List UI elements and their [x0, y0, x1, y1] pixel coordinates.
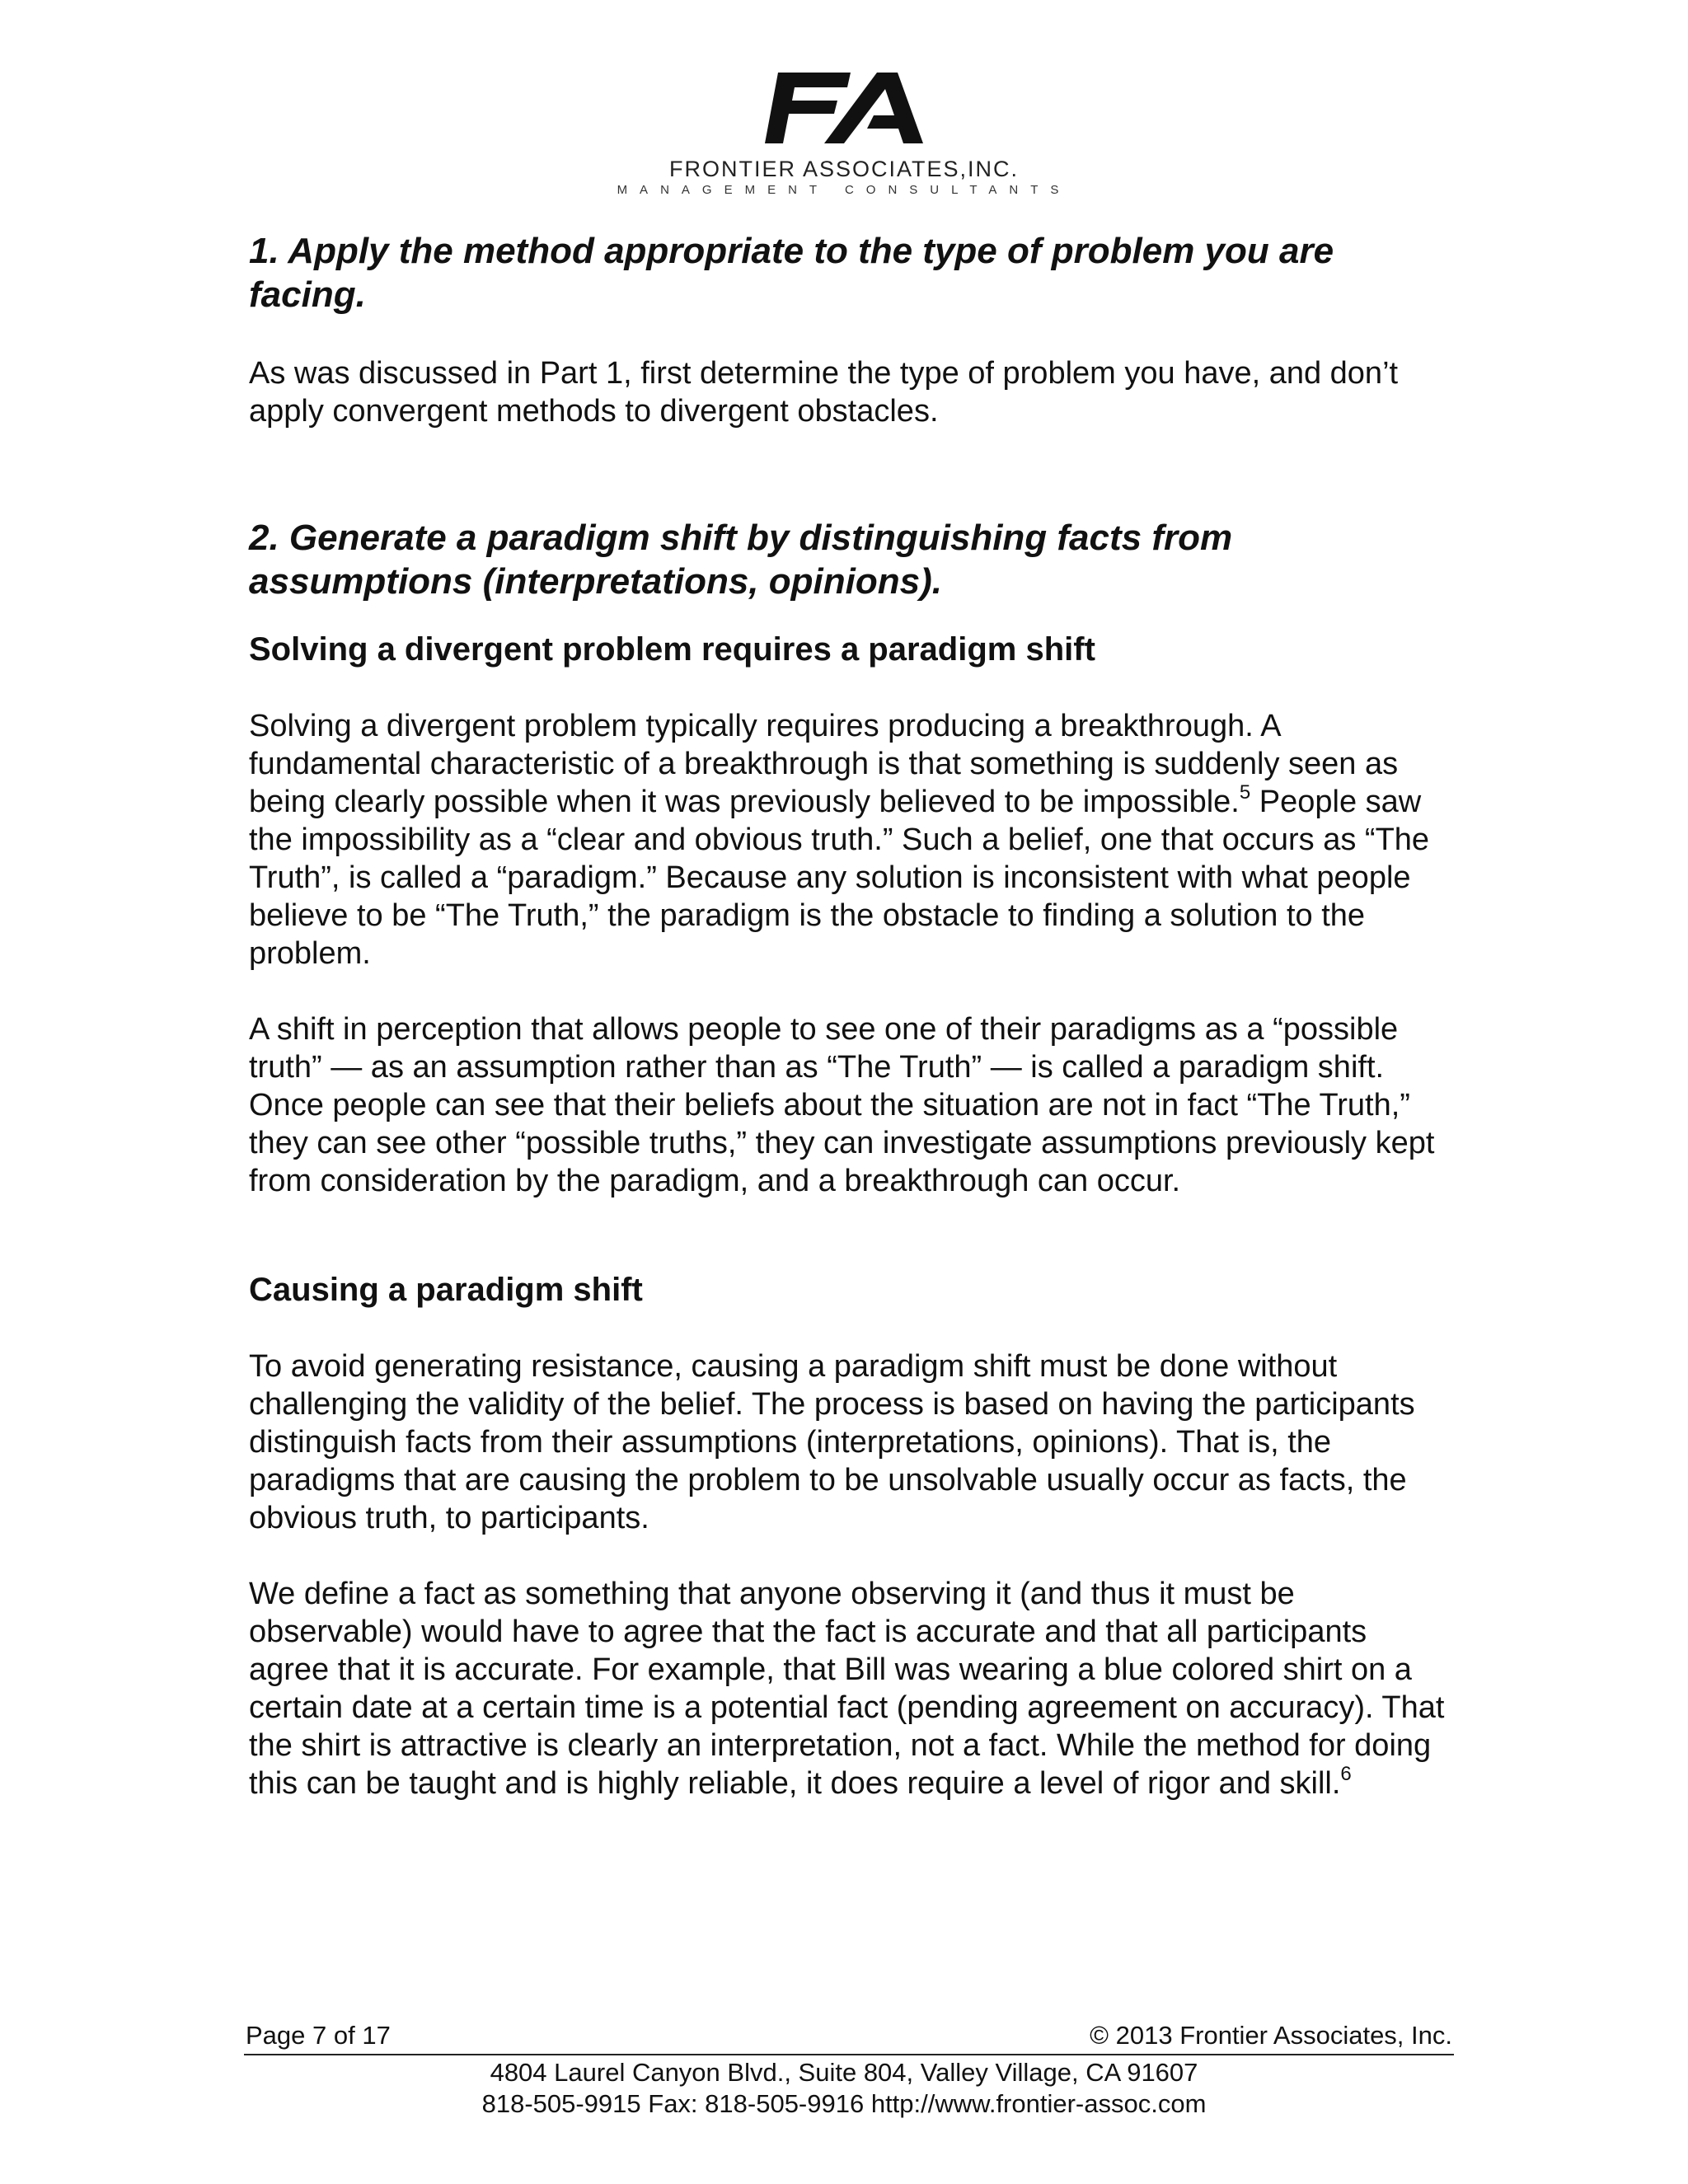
- paragraph-breakthrough-a: Solving a divergent problem typically requires producing a breakthrough. A fundamental characteristic of a breakthrough is that something is suddenly seen as being clearly possible when it was previously believed to be impossible.: [249, 709, 1399, 819]
- footer-row: [246, 2021, 1452, 2050]
- footer-address: 4804 Laurel Canyon Blvd., Suite 804, Valley Village, CA 91607: [490, 2058, 1198, 2087]
- paragraph-breakthrough-b: People saw the impossibility as a “clear and obvious truth.” Such a belief, one that occurs as “The Truth”, is called a “paradigm.” Because any solution is inconsistent with what people believe to be “The Truth,” the paradigm is the obstacle to finding a solution to the problem.: [249, 785, 1430, 971]
- paragraph-define-fact-text: We define a fact as something that anyone observing it (and thus it must be observable) would have to agree that the fact is accurate and that all participants agree that it is accurate. For example, that Bill was wearing a blue colored shirt on a certain date at a certain time is a potential fact (pending agreement on accuracy). That the shirt is attractive is clearly an interpretation, not a fact. While the method for doing this can be taught and is highly reliable, it does require a level of rigor and skill.: [249, 1577, 1445, 1801]
- heading-apply-method: 1. Apply the method appropriate to the type of problem you are facing.: [249, 231, 1334, 315]
- subheading-causing-shift: Causing a paradigm shift: [249, 1272, 643, 1308]
- paragraph-avoid-resistance: To avoid generating resistance, causing a paradigm shift must be done without challenging the validity of the belief. The process is based on having the participants distinguish facts from their assumptions (interpretations, opinions). That is, the paradigms that are causing the problem to be unsolvable usually occur as facts, the obvious truth, to participants.: [249, 1349, 1415, 1535]
- subheading-divergent-problem: Solving a divergent problem requires a paradigm shift: [249, 631, 1095, 668]
- copyright: © 2013 Frontier Associates, Inc.: [1090, 2021, 1452, 2050]
- footnote-6: 6: [1340, 1763, 1352, 1785]
- footer-contact: 818-505-9915 Fax: 818-505-9916 http://www.frontier-assoc.com: [481, 2089, 1207, 2118]
- footer-divider: [244, 2054, 1454, 2055]
- page-number: Page 7 of 17: [246, 2021, 391, 2050]
- footer-address-block: [0, 2057, 1688, 2120]
- paragraph-define-fact: [249, 1575, 1452, 1802]
- paragraph-breakthrough: [249, 707, 1452, 972]
- paragraph-part1: As was discussed in Part 1, first determine the type of problem you have, and don’t apply convergent methods to divergent obstacles.: [249, 356, 1399, 429]
- paragraph-perception-shift: A shift in perception that allows people to see one of their paradigms as a “possible truth” — as an assumption rather than as “The Truth” — is called a paradigm shift. Once people can see that their beliefs about the situation are not in fact “The Truth,” they can see other “possible truths,” they can investigate assumptions previously kept from consideration by the paradigm, and a breakthrough can occur.: [249, 1012, 1435, 1198]
- footnote-5: 5: [1239, 781, 1251, 804]
- company-name: FRONTIER ASSOCIATES,INC.: [668, 157, 1020, 181]
- company-logo: [0, 71, 1688, 145]
- fa-logo-icon: [762, 71, 926, 145]
- heading-paradigm-shift: 2. Generate a paradigm shift by distinguishing facts from assumptions (interpretations, opinions).: [249, 518, 1233, 602]
- document-body: [249, 229, 1452, 1802]
- company-tagline: MANAGEMENT CONSULTANTS: [617, 183, 1071, 197]
